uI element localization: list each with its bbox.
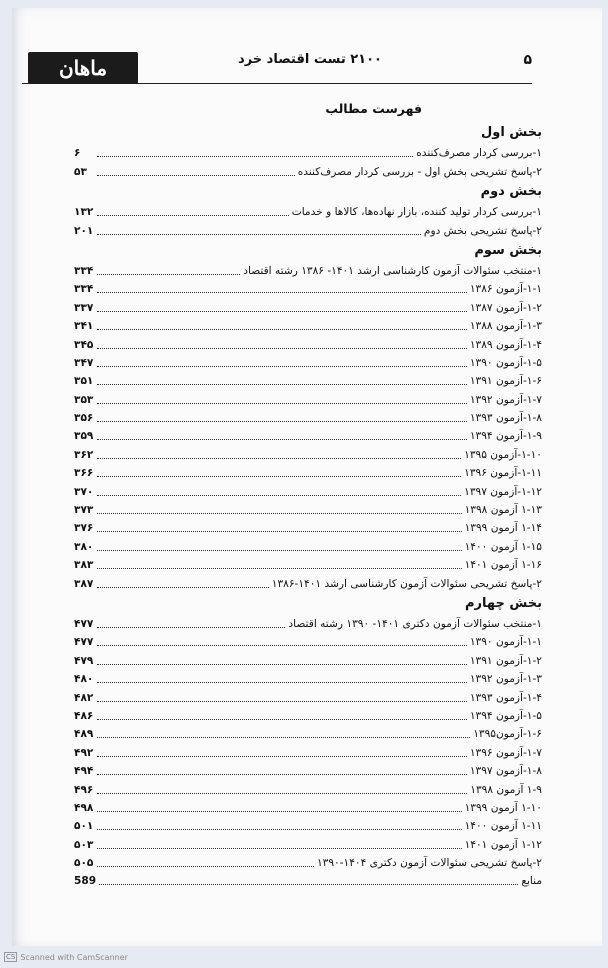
dot-leader bbox=[97, 457, 461, 459]
dot-leader bbox=[97, 233, 421, 235]
toc-entry-label: ۱-۱-آزمون ۱۳۸۶ bbox=[469, 283, 542, 296]
toc-entry-label: ۱-۴-آزمون ۱۳۹۳ bbox=[469, 691, 542, 704]
toc-entry-page: ۳۸۳ bbox=[74, 559, 94, 572]
toc-entry bbox=[74, 443, 542, 461]
dot-leader bbox=[97, 700, 467, 702]
toc-entry-page: ۶ bbox=[74, 147, 81, 160]
dot-leader bbox=[97, 174, 295, 176]
toc-entry-page: ۴۹۴ bbox=[74, 765, 94, 778]
dot-leader bbox=[97, 420, 467, 422]
toc-entry bbox=[74, 741, 542, 759]
toc-entry-label: ۱-۲-آزمون ۱۳۹۱ bbox=[469, 654, 542, 667]
toc-body bbox=[74, 124, 542, 870]
toc-entry-page: ۴۷۷ bbox=[74, 636, 94, 649]
toc-entry-page: ۵۰۱ bbox=[74, 820, 94, 833]
toc-entry-label: ۱-۵-آزمون ۱۳۹۴ bbox=[469, 709, 542, 722]
toc-entry-page: ۴۸۲ bbox=[74, 691, 94, 704]
toc-entry-page: ۳۷۳ bbox=[74, 504, 94, 517]
toc-entry-page: ۳۶۲ bbox=[74, 448, 94, 461]
toc-entry bbox=[74, 815, 542, 833]
toc-entry-label: ۱-۱۲-آزمون ۱۳۹۷ bbox=[464, 485, 542, 498]
toc-entry-page: ۵۰۵ bbox=[74, 857, 94, 870]
toc-entry-page: ۴۹۶ bbox=[74, 783, 94, 796]
watermark-text: Scanned with CamScanner bbox=[20, 952, 128, 962]
dot-leader bbox=[97, 810, 462, 812]
toc-entry bbox=[74, 649, 542, 667]
toc-entry-label: ۱-۱۶ آزمون ۱۴۰۱ bbox=[464, 559, 542, 572]
dot-leader bbox=[97, 549, 462, 551]
dot-leader bbox=[97, 383, 467, 385]
toc-entry bbox=[74, 668, 542, 686]
dot-leader bbox=[97, 291, 467, 293]
toc-entry-page: ۳۶۶ bbox=[74, 467, 94, 480]
toc-entry-page: ۳۴۱ bbox=[74, 320, 94, 333]
toc-entry-label: ۱-۷-آزمون ۱۳۹۲ bbox=[469, 393, 542, 406]
toc-entry bbox=[74, 296, 542, 314]
scanner-watermark bbox=[4, 952, 128, 962]
toc-entry-label: ۱-۶-آزمون ۱۳۹۱ bbox=[469, 375, 542, 388]
toc-entry bbox=[74, 852, 542, 870]
toc-entry bbox=[74, 499, 542, 517]
toc-entry-label: ۱-۱۳ آزمون ۱۳۹۸ bbox=[464, 504, 542, 517]
dot-leader bbox=[97, 847, 462, 849]
toc-entry-label: ۱-۱۰ آزمون ۱۳۹۹ bbox=[464, 801, 542, 814]
toc-entry bbox=[74, 370, 542, 388]
toc-entry-page: ۴۷۷ bbox=[74, 617, 94, 630]
toc-entry-page: ۴۸۹ bbox=[74, 728, 94, 741]
section-heading: بخش سوم bbox=[474, 242, 542, 258]
toc-entry-label: ۱-۹-آزمون ۱۳۹۴ bbox=[469, 430, 542, 443]
section-heading: بخش چهارم bbox=[465, 595, 542, 611]
toc-entry-page: ۵۰۳ bbox=[74, 838, 94, 851]
toc-entry-label: ۱-۳-آزمون ۱۳۸۸ bbox=[469, 320, 542, 333]
dot-leader bbox=[97, 755, 467, 757]
toc-entry bbox=[74, 278, 542, 296]
toc-entry-label: ۱-۷-آزمون ۱۳۹۶ bbox=[469, 746, 542, 759]
page-number: ۵ bbox=[523, 52, 532, 68]
toc-entry-label: ۱-۱۴ آزمون ۱۳۹۹ bbox=[464, 522, 542, 535]
toc-entry bbox=[74, 535, 542, 553]
dot-leader bbox=[97, 644, 467, 646]
dot-leader bbox=[97, 530, 462, 532]
toc-entry bbox=[74, 760, 542, 778]
toc-entry-page: ۳۵۹ bbox=[74, 430, 94, 443]
toc-entry-page: ۳۳۷ bbox=[74, 301, 94, 314]
toc-entry-page: ۴۹۸ bbox=[74, 801, 94, 814]
toc-entry-label: ۱-۵-آزمون ۱۳۹۰ bbox=[469, 356, 542, 369]
toc-entry bbox=[74, 201, 542, 219]
dot-leader bbox=[99, 883, 518, 885]
toc-entry bbox=[74, 315, 542, 333]
dot-leader bbox=[97, 663, 467, 665]
toc-entry-page: ۱۳۲ bbox=[74, 206, 94, 219]
toc-entry-label: ۱-۱۰-آزمون ۱۳۹۵ bbox=[464, 448, 542, 461]
toc-entry-label: ۱-منتخب سئوالات آزمون دکتری ۱۴۰۱- ۱۳۹۰ رشته اقتصاد bbox=[288, 617, 542, 630]
toc-entry-page: ۳۴۷ bbox=[74, 356, 94, 369]
dot-leader bbox=[97, 310, 467, 312]
toc-entry-label: ۱-۱۱ آزمون ۱۴۰۰ bbox=[464, 820, 542, 833]
toc-entry bbox=[74, 388, 542, 406]
toc-entry bbox=[74, 462, 542, 480]
publisher-logo: ماهان bbox=[28, 52, 138, 84]
toc-entry bbox=[74, 833, 542, 851]
toc-entry-page: ۵۳ bbox=[74, 165, 87, 178]
dot-leader bbox=[97, 626, 285, 628]
toc-entry-label: ۱-۳-آزمون ۱۳۹۲ bbox=[469, 673, 542, 686]
camscanner-icon: CS bbox=[6, 953, 16, 961]
toc-entry-page: ۴۸۶ bbox=[74, 709, 94, 722]
toc-entry-label: منابع bbox=[521, 875, 542, 888]
toc-entry-label: ۱-۱۲ آزمون ۱۴۰۱ bbox=[464, 838, 542, 851]
dot-leader bbox=[97, 214, 289, 216]
dot-leader bbox=[97, 828, 462, 830]
dot-leader bbox=[97, 328, 467, 330]
toc-entry bbox=[74, 480, 542, 498]
toc-entry bbox=[74, 407, 542, 425]
toc-entry-label: ۱-۸-آزمون ۱۳۹۳ bbox=[469, 412, 542, 425]
dot-leader bbox=[97, 865, 314, 867]
toc-entry-page: ۳۷۰ bbox=[74, 485, 94, 498]
dot-leader bbox=[97, 475, 461, 477]
dot-leader bbox=[97, 718, 467, 720]
toc-entry bbox=[74, 797, 542, 815]
toc-entry-label: ۱-۲-آزمون ۱۳۸۷ bbox=[469, 301, 542, 314]
dot-leader bbox=[97, 494, 461, 496]
toc-entry bbox=[74, 160, 542, 178]
toc-entry bbox=[74, 219, 542, 237]
toc-entry-label: ۱-۸-آزمون ۱۳۹۷ bbox=[469, 765, 542, 778]
toc-entry bbox=[74, 613, 542, 631]
toc-entry-label: ۲-پاسخ تشریحی بخش دوم bbox=[423, 224, 542, 237]
toc-entry-page: ۳۵۶ bbox=[74, 412, 94, 425]
book-page bbox=[12, 8, 602, 946]
toc-entry bbox=[74, 778, 542, 796]
table-of-contents bbox=[74, 98, 542, 888]
toc-entry-label: ۱-۹ آزمون ۱۳۹۸ bbox=[470, 783, 542, 796]
dot-leader bbox=[97, 347, 467, 349]
toc-entry bbox=[74, 425, 542, 443]
toc-entry bbox=[74, 333, 542, 351]
section-heading: بخش دوم bbox=[480, 183, 542, 199]
dot-leader bbox=[97, 155, 413, 157]
toc-entry bbox=[74, 723, 542, 741]
toc-entry-page: ۴۸۰ bbox=[74, 673, 94, 686]
dot-leader bbox=[97, 586, 269, 588]
dot-leader bbox=[97, 273, 240, 275]
toc-entry bbox=[74, 352, 542, 370]
toc-entry-label: ۱-۶-آزمون۱۳۹۵ bbox=[473, 728, 542, 741]
toc-entry-page: ۳۵۱ bbox=[74, 375, 94, 388]
dot-leader bbox=[97, 402, 467, 404]
toc-entry bbox=[74, 631, 542, 649]
toc-entry-page: ۴۷۹ bbox=[74, 654, 94, 667]
toc-entry-label: ۱-منتخب سئوالات آزمون کارشناسی ارشد ۱۴۰۱- ۱۳۸۶ رشته اقتصاد bbox=[243, 264, 542, 277]
toc-entry-page: ۳۸۷ bbox=[74, 577, 94, 590]
toc-entry bbox=[74, 260, 542, 278]
toc-entry bbox=[74, 686, 542, 704]
dot-leader bbox=[97, 512, 462, 514]
toc-title: فهرست مطالب bbox=[325, 101, 422, 116]
toc-entry bbox=[74, 142, 542, 160]
book-title: ۲۱۰۰ تست اقتصاد خرد bbox=[238, 52, 382, 67]
toc-entry-label: ۱-بررسی کردار تولید کننده، بازار نهاده‌ها، کالاها و خدمات bbox=[291, 206, 542, 219]
toc-entry-references bbox=[74, 870, 542, 888]
toc-entry-page: ۳۸۰ bbox=[74, 540, 94, 553]
toc-entry-label: ۱-بررسی کردار مصرف‌کننده bbox=[416, 147, 542, 160]
toc-entry-page: ۳۳۴ bbox=[74, 264, 94, 277]
dot-leader bbox=[97, 792, 467, 794]
toc-entry-label: ۱-۱۵ آزمون ۱۴۰۰ bbox=[464, 540, 542, 553]
dot-leader bbox=[97, 773, 467, 775]
toc-entry bbox=[74, 517, 542, 535]
toc-entry-label: ۱-۱۱-آزمون ۱۳۹۶ bbox=[464, 467, 542, 480]
toc-entry-label: ۱-۴-آزمون ۱۳۸۹ bbox=[469, 338, 542, 351]
dot-leader bbox=[97, 736, 470, 738]
dot-leader bbox=[97, 365, 467, 367]
toc-entry bbox=[74, 572, 542, 590]
toc-entry-page: ۲۰۱ bbox=[74, 224, 94, 237]
toc-entry-label: ۲-پاسخ تشریحی سئوالات آزمون دکتری ۱۴۰۴-۱۳۹۰ bbox=[316, 857, 542, 870]
toc-entry bbox=[74, 554, 542, 572]
toc-entry bbox=[74, 705, 542, 723]
dot-leader bbox=[97, 567, 462, 569]
toc-entry-page: ۳۴۵ bbox=[74, 338, 94, 351]
dot-leader bbox=[97, 438, 467, 440]
toc-entry-label: ۲-پاسخ تشریحی بخش اول - بررسی کردار مصرف‌کننده bbox=[297, 165, 542, 178]
dot-leader bbox=[97, 681, 467, 683]
toc-entry-label: ۱-۱-آزمون ۱۳۹۰ bbox=[469, 636, 542, 649]
toc-entry-label: ۲-پاسخ تشریحی سئوالات آزمون کارشناسی ارشد ۱۴۰۱-۱۳۸۶ bbox=[271, 577, 542, 590]
toc-entry-page: ۳۵۳ bbox=[74, 393, 94, 406]
toc-entry-page: ۳۷۶ bbox=[74, 522, 94, 535]
toc-entry-page: ۴۹۲ bbox=[74, 746, 94, 759]
toc-entry-page: 589 bbox=[74, 875, 97, 888]
section-heading: بخش اول bbox=[481, 125, 542, 140]
toc-entry-page: ۳۳۴ bbox=[74, 283, 94, 296]
